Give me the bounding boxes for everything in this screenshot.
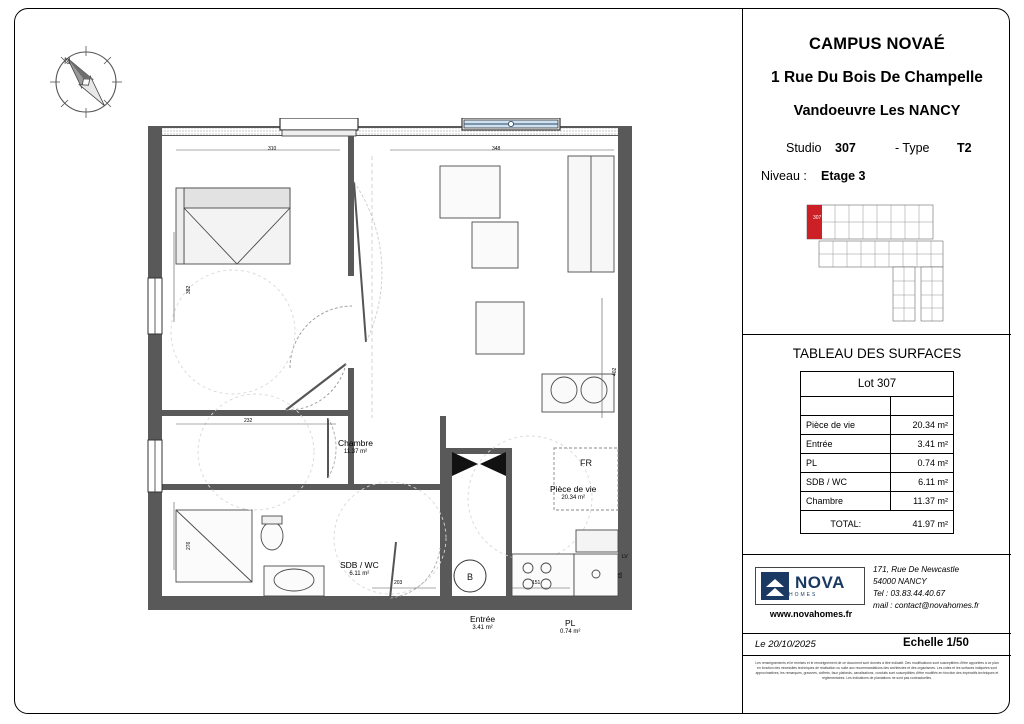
plan-scale: Echelle 1/50 [903, 637, 969, 649]
table-row [801, 416, 954, 435]
surface-area: 20.34 m² [891, 416, 954, 435]
type-value: T2 [957, 141, 972, 155]
surface-table-header [801, 372, 954, 397]
compass-rose [44, 40, 128, 124]
project-title: CAMPUS NOVAÉ [809, 35, 945, 53]
compass-north-letter: N [64, 56, 71, 66]
company-logo [755, 567, 865, 605]
dim-276: 276 [186, 541, 192, 550]
studio-number: 307 [835, 141, 856, 155]
svg-text:307: 307 [813, 215, 822, 221]
key-plan-diagram [805, 201, 955, 323]
legal-disclaimer: Les renseignements et le remises et le renseignement de ce document sont donnés à titre indicatif. Des modifications sont susceptibles d'être apportées à ce plan en fonction des nécessités techniques de réalisation ou suite aux recommandations des architectes et des organismes. Les cotes et les surfaces indiquées sont approximatives, les remarques, gravures, coffrets, faux plafonds, canalisations, conduits sont susceptibles d'être modifiés en fonction des impératifs techniques et réglementaires. Les indications de plantations ne sont pas contractuelles. [755, 661, 999, 681]
table-row [801, 492, 954, 511]
table-row [801, 435, 954, 454]
room-label-sdb-wc: SDB / WC 6.11 m² [340, 560, 379, 577]
dim-382: 382 [186, 285, 192, 294]
company-contact [873, 564, 979, 612]
table-spacer-row [801, 397, 954, 416]
room-label-piece-de-vie: Pièce de vie 20.34 m² [550, 484, 597, 501]
panel-divider-2 [743, 554, 1011, 555]
project-address-line1: 1 Rue Du Bois De Champelle [771, 69, 983, 86]
plan-svg [140, 118, 640, 618]
dim-203: 203 [394, 580, 403, 586]
surface-area: 0.74 m² [891, 454, 954, 473]
company-block [755, 561, 999, 631]
marker-lv: LV [622, 554, 628, 560]
room-label-entree: Entrée 3.41 m² [470, 614, 496, 631]
surface-area: 3.41 m² [891, 435, 954, 454]
surface-area: 11.37 m² [891, 492, 954, 511]
surface-table [800, 371, 954, 534]
lot-header: Lot 307 [801, 372, 954, 397]
company-name-sub: HOMES [789, 592, 818, 598]
surface-area: 6.11 m² [891, 473, 954, 492]
dim-348: 348 [492, 146, 501, 152]
project-address-line2: Vandoeuvre Les NANCY [793, 103, 961, 119]
svg-text:FR: FR [580, 458, 592, 468]
total-value: 41.97 m² [912, 519, 948, 529]
surface-name: Entrée [801, 435, 891, 454]
surface-name: PL [801, 454, 891, 473]
niveau-label: Niveau : [761, 169, 807, 183]
company-phone: Tel : 03.83.44.40.67 [873, 588, 946, 598]
company-mail: mail : contact@novahomes.fr [873, 600, 980, 610]
surface-name: SDB / WC [801, 473, 891, 492]
dim-310: 310 [268, 146, 277, 152]
table-row [801, 454, 954, 473]
total-label: TOTAL: [830, 519, 862, 529]
title-block-panel [742, 9, 1010, 713]
panel-divider-1 [743, 334, 1011, 335]
type-label: - Type [895, 141, 930, 155]
niveau-value: Etage 3 [821, 169, 866, 183]
panel-divider-3 [743, 633, 1011, 634]
key-plan-highlight [807, 205, 822, 239]
room-label-chambre: Chambre 11.37 m² [338, 438, 373, 455]
room-label-pl: PL 0.74 m² [560, 618, 581, 635]
surface-name: Chambre [801, 492, 891, 511]
dim-232: 232 [244, 418, 253, 424]
dim-402: 402 [612, 367, 618, 376]
floor-plan-drawing [140, 118, 640, 635]
studio-label: Studio [786, 141, 822, 155]
nova-chevron-icon [761, 572, 789, 600]
plan-date: Le 20/10/2025 [755, 639, 816, 650]
company-name: NOVA [795, 573, 845, 592]
surface-table-title: TABLEAU DES SURFACES [792, 346, 962, 361]
table-total-row [801, 511, 954, 534]
company-address-line1: 171, Rue De Newcastle [873, 565, 960, 574]
panel-divider-4 [743, 655, 1011, 656]
svg-text:B: B [466, 572, 474, 582]
dim-151: 151 [532, 580, 541, 586]
table-row [801, 473, 954, 492]
surface-name: Pièce de vie [801, 416, 891, 435]
company-website[interactable]: www.novahomes.fr [769, 609, 853, 619]
dim-65: 65 [618, 572, 624, 578]
company-address-line2: 54000 NANCY [873, 576, 927, 586]
